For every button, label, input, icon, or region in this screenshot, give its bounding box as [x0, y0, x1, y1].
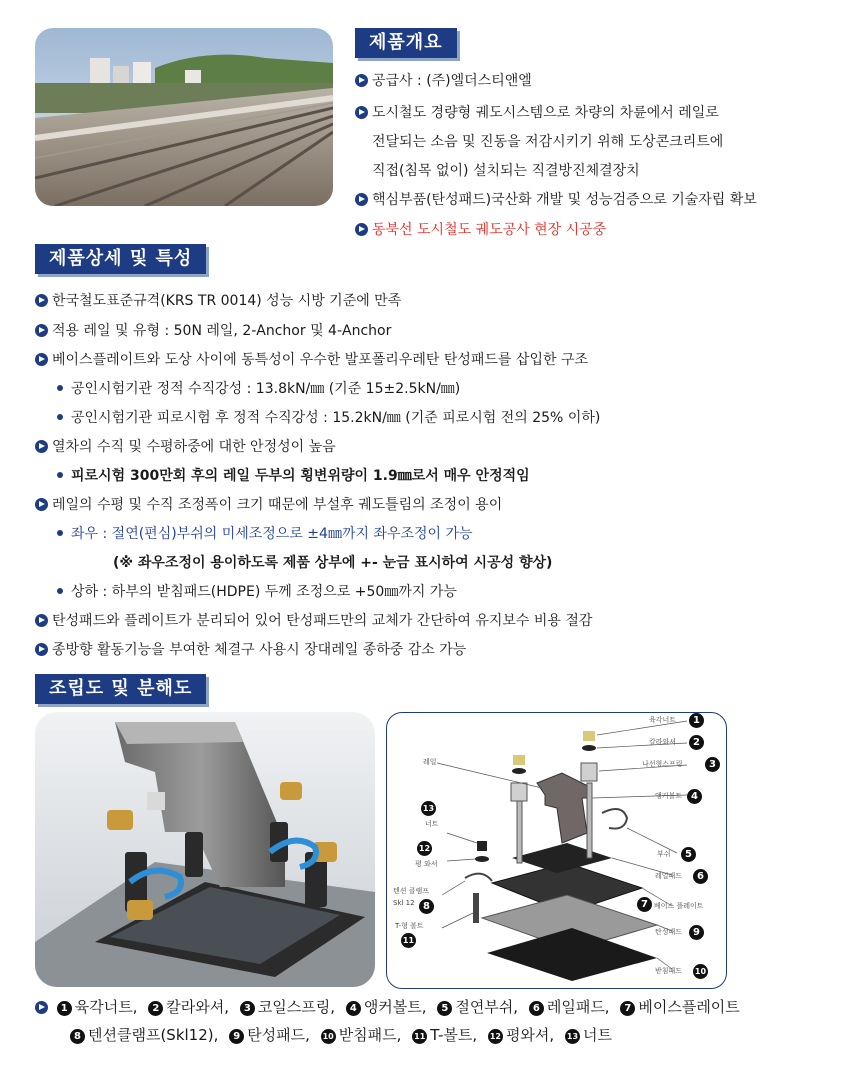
legend-text-7: 베이스플레이트 — [638, 998, 740, 1016]
list-item — [35, 320, 391, 340]
legend-num-5: 5 — [437, 1001, 452, 1016]
exploded-label-1: 육각너트 — [649, 716, 677, 724]
exploded-num-13: 13 — [421, 801, 436, 816]
bullet-arrow-icon — [35, 294, 48, 307]
legend-num-2: 2 — [148, 1001, 163, 1016]
list-item — [35, 290, 401, 310]
detail-scale-note: (※ 좌우조정이 용이하도록 제품 상부에 +- 눈금 표시하여 시공성 향상) — [113, 555, 553, 571]
legend-text-9: 탄성패드, — [247, 1026, 310, 1044]
exploded-num-1: 1 — [689, 713, 704, 728]
legend-num-8: 8 — [70, 1029, 85, 1044]
list-item — [57, 581, 457, 601]
legend-num-10: 10 — [321, 1029, 336, 1044]
overview-core-parts: 핵심부품(탄성패드)국산화 개발 및 성능검증으로 기술자립 확보 — [372, 192, 757, 208]
legend-num-1: 1 — [57, 1001, 72, 1016]
exploded-label-5: 부쉬 — [657, 850, 671, 858]
overview-desc-1: 도시철도 경량형 궤도시스템으로 차량의 차륜에서 레일로 — [372, 105, 719, 121]
list-item — [35, 436, 336, 456]
detail-maintenance: 탄성패드와 플레이트가 분리되어 있어 탄성패드만의 교체가 간단하여 유지보수 비용 절감 — [52, 613, 593, 629]
overview-desc-3: 직접(침목 없이) 설치되는 직결방진체결장치 — [372, 163, 640, 179]
exploded-label-3: 나선형스프링 — [642, 760, 683, 768]
list-item — [57, 378, 460, 398]
detail-longitudinal: 종방향 활동기능을 부여한 체결구 사용시 장대레일 종하중 감소 가능 — [52, 642, 467, 658]
legend-text-6: 레일패드, — [546, 998, 610, 1016]
exploded-num-8: 8 — [419, 899, 434, 914]
legend-text-12: 평와셔, — [505, 1026, 555, 1044]
list-item — [355, 70, 532, 90]
exploded-label-11: T-형 볼트 — [395, 922, 424, 930]
exploded-num-3: 3 — [705, 757, 720, 772]
bullet-arrow-icon — [355, 74, 368, 87]
list-item — [35, 610, 592, 630]
exploded-num-6: 6 — [693, 869, 708, 884]
detail-rail-type: 적용 레일 및 유형 : 50N 레일, 2-Anchor 및 4-Anchor — [52, 323, 392, 339]
legend-text-4: 앵커볼트, — [363, 998, 427, 1016]
exploded-label-12: 평 와셔 — [415, 860, 438, 868]
legend-num-11: 11 — [412, 1029, 427, 1044]
list-item — [372, 131, 723, 151]
legend-line-1 — [35, 996, 740, 1017]
exploded-num-11: 11 — [401, 933, 416, 948]
exploded-label-2: 칼라와셔 — [649, 738, 677, 746]
bullet-arrow-icon — [35, 324, 48, 337]
detail-lateral-adjust: 좌우 : 절연(편심)부쉬의 미세조정으로 ±4㎜까지 좌우조정이 가능 — [71, 526, 473, 542]
detail-stability: 열차의 수직 및 수평하중에 대한 안정성이 높음 — [52, 439, 336, 455]
list-item — [57, 407, 600, 427]
railway-photo — [35, 28, 333, 206]
legend-text-10: 받침패드, — [338, 1026, 402, 1044]
bullet-dot-icon — [57, 414, 63, 420]
legend-text-13: 너트 — [582, 1026, 612, 1044]
list-item — [57, 465, 530, 485]
exploded-num-5: 5 — [681, 847, 696, 862]
detail-structure: 베이스플레이트와 도상 사이에 동특성이 우수한 발포폴리우레탄 탄성패드를 삽입한 구조 — [52, 352, 588, 368]
legend-text-8: 텐션클램프(Skl12), — [88, 1026, 219, 1044]
legend-num-4: 4 — [346, 1001, 361, 1016]
bullet-arrow-icon — [35, 498, 48, 511]
exploded-label-rail: 레일 — [423, 758, 437, 766]
legend-num-9: 9 — [229, 1029, 244, 1044]
overview-desc-2: 전달되는 소음 및 진동을 저감시키기 위해 도상콘크리트에 — [372, 134, 724, 150]
exploded-num-2: 2 — [689, 735, 704, 750]
bullet-arrow-icon — [355, 223, 368, 236]
bullet-dot-icon — [57, 472, 63, 478]
bullet-arrow-icon — [35, 353, 48, 366]
exploded-label-13: 너트 — [425, 820, 439, 828]
overview-site: 동북선 도시철도 궤도공사 현장 시공중 — [372, 222, 607, 238]
exploded-diagram — [386, 712, 727, 989]
legend-num-3: 3 — [240, 1001, 255, 1016]
detail-lateral-displacement: 피로시험 300만회 후의 레일 두부의 횡변위량이 1.9㎜로서 매우 안정적임 — [71, 468, 530, 484]
legend-num-7: 7 — [620, 1001, 635, 1016]
list-item — [355, 189, 757, 209]
bullet-dot-icon — [57, 588, 63, 594]
detail-adjustment: 레일의 수평 및 수직 조정폭이 크기 때문에 부설후 궤도틀림의 조정이 용이 — [52, 497, 503, 513]
exploded-num-7: 7 — [637, 897, 652, 912]
bullet-dot-icon — [57, 530, 63, 536]
legend-num-12: 12 — [488, 1029, 503, 1044]
overview-header: 제품개요 — [355, 28, 457, 58]
legend-text-5: 절연부쉬, — [455, 998, 519, 1016]
exploded-label-6: 레일패드 — [655, 872, 683, 880]
legend-line-2 — [70, 1024, 612, 1045]
list-item — [355, 102, 719, 122]
exploded-num-10: 10 — [693, 964, 708, 979]
list-item — [35, 639, 466, 659]
exploded-num-12: 12 — [417, 841, 432, 856]
detail-standard: 한국철도표준규격(KRS TR 0014) 성능 시방 기준에 만족 — [52, 293, 402, 309]
exploded-label-9: 탄성패드 — [655, 928, 683, 936]
overview-supplier: 공급사 : (주)엘더스티앤엘 — [372, 73, 532, 89]
legend-text-1: 육각너트, — [74, 998, 138, 1016]
list-item — [57, 523, 473, 543]
exploded-label-8: 텐션 클램프 Skl 12 — [393, 887, 430, 907]
bullet-arrow-icon — [35, 1001, 48, 1014]
legend-num-6: 6 — [529, 1001, 544, 1016]
bullet-arrow-icon — [35, 440, 48, 453]
list-item — [355, 219, 606, 239]
exploded-num-4: 4 — [687, 789, 702, 804]
exploded-label-10: 받침패드 — [655, 967, 683, 975]
legend-text-2: 칼라와셔, — [166, 998, 230, 1016]
assembly-header: 조립도 및 분해도 — [35, 674, 206, 704]
exploded-num-9: 9 — [689, 925, 704, 940]
list-item — [35, 494, 502, 514]
assembly-render — [35, 712, 375, 987]
bullet-arrow-icon — [355, 193, 368, 206]
bullet-dot-icon — [57, 385, 63, 391]
bullet-arrow-icon — [35, 614, 48, 627]
list-item — [113, 552, 552, 572]
bullet-arrow-icon — [35, 643, 48, 656]
exploded-label-7: 베이스 플레이트 — [654, 902, 704, 910]
exploded-label-4: 앵커볼트 — [655, 792, 683, 800]
detail-vertical-adjust: 상하 : 하부의 받침패드(HDPE) 두께 조정으로 +50㎜까지 가능 — [71, 584, 457, 600]
legend-num-13: 13 — [565, 1029, 580, 1044]
detail-static-stiffness: 공인시험기관 정적 수직강성 : 13.8kN/㎜ (기준 15±2.5kN/㎜) — [71, 381, 461, 397]
details-header: 제품상세 및 특성 — [35, 244, 206, 274]
detail-fatigue-stiffness: 공인시험기관 피로시험 후 정적 수직강성 : 15.2kN/㎜ (기준 피로시험 전의 25% 이하) — [71, 410, 601, 426]
legend-text-3: 코일스프링, — [257, 998, 336, 1016]
legend-text-11: T-볼트, — [430, 1026, 478, 1044]
list-item — [35, 349, 588, 369]
bullet-arrow-icon — [355, 106, 368, 119]
list-item — [372, 160, 640, 180]
